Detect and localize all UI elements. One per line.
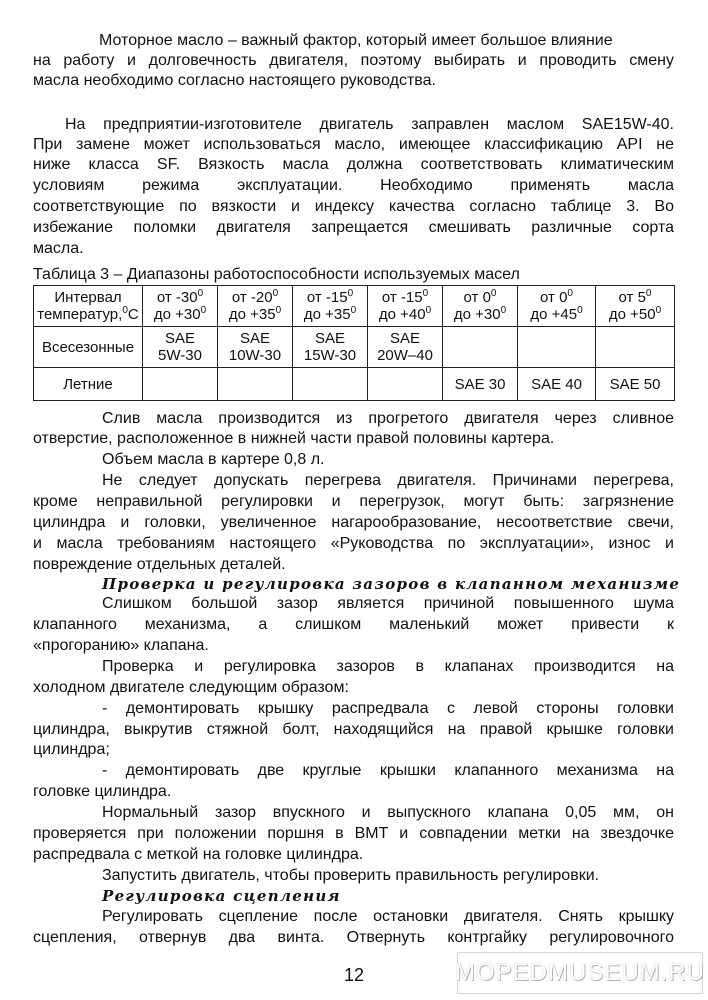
range-cell: от $0^0$ до $+45^0$ xyxy=(518,286,596,327)
table-row-all-season xyxy=(34,327,675,368)
paragraph-line: цилиндра и головки, увеличенное нагарообразование, несоответствие свечи, xyxy=(33,514,674,531)
section-heading: Регулировка сцепления xyxy=(102,887,341,905)
paragraph-line: соответствующие по вязкости и индексу качества согласно таблице 3. Во xyxy=(33,198,674,215)
paragraph-line: повреждение отдельных деталей. xyxy=(33,556,286,573)
paragraph-line: проверяется при положении поршня в ВМТ и совпадении метки на звездочке xyxy=(33,825,674,842)
range-cell: от $-20^0$ до $+35^0$ xyxy=(218,286,293,327)
paragraph-line: Моторное масло – важный фактор, который имеет большое влияние xyxy=(99,32,613,49)
paragraph-line: На предприятии-изготовителе двигатель заправлен маслом SAE15W-40. xyxy=(65,116,674,133)
paragraph-line: При замене может использоваться масло, имеющее классификацию API не xyxy=(33,136,674,153)
paragraph-line: Регулировать сцепление после остановки двигателя. Снять крышку xyxy=(102,908,674,925)
row-label: Всесезонные xyxy=(34,327,143,368)
oil-cell: SAE 20W–40 xyxy=(368,327,443,368)
paragraph-line: на работу и долговечность двигателя, поэтому выбирать и проводить смену xyxy=(33,52,674,69)
paragraph-line: избежание поломки двигателя запрещается смешивать различные сорта xyxy=(33,219,674,236)
paragraph-line: масла необходимо согласно настоящего руководства. xyxy=(33,72,436,89)
oil-cell xyxy=(596,327,675,368)
oil-cell xyxy=(293,368,368,401)
range-cell: от $-30^0$ до $+30^0$ xyxy=(143,286,218,327)
paragraph-line: Проверка и регулировка зазоров в клапанах производится на xyxy=(102,658,674,675)
page-number: 12 xyxy=(343,965,365,985)
paragraph-line: Запустить двигатель, чтобы проверить правильность регулировки. xyxy=(102,867,600,884)
range-cell: от $0^0$ до $+30^0$ xyxy=(443,286,518,327)
paragraph-line: распредвала с меткой на головке цилиндра. xyxy=(33,846,364,863)
paragraph-line: Не следует допускать перегрева двигателя. Причинами перегрева, xyxy=(102,472,674,489)
table-caption: Таблица 3 – Диапазоны работоспособности используемых масел xyxy=(33,266,520,283)
paragraph-line: и масла требованиям настоящего «Руководства по эксплуатации», износ и xyxy=(33,535,674,552)
oil-cell: SAE 5W-30 xyxy=(143,327,218,368)
oil-cell: SAE 10W-30 xyxy=(218,327,293,368)
paragraph-line: Нормальный зазор впускного и выпускного клапана 0,05 мм, он xyxy=(102,804,674,821)
paragraph-line: «прогоранию» клапана. xyxy=(33,637,209,654)
table-header-row xyxy=(34,286,675,327)
paragraph-line: Слишком большой зазор является причиной повышенного шума xyxy=(102,595,674,612)
temperature-range-label: Интервал температур,$^0$С xyxy=(34,286,143,327)
paragraph-line: цилиндра; xyxy=(33,741,110,758)
range-cell: от $-15^0$ до $+40^0$ xyxy=(368,286,443,327)
paragraph-line: холодном двигателе следующим образом: xyxy=(33,679,349,696)
paragraph-line: Слив масла производится из прогретого двигателя через сливное xyxy=(102,410,674,427)
paragraph-line: Объем масла в картере 0,8 л. xyxy=(102,451,325,468)
paragraph-line: масла. xyxy=(33,240,84,257)
oil-cell xyxy=(518,327,596,368)
oil-range-table xyxy=(33,285,675,401)
paragraph-line: головке цилиндра. xyxy=(33,783,172,800)
oil-cell xyxy=(143,368,218,401)
table-row-summer xyxy=(34,368,675,401)
paragraph-line: условиям режима эксплуатации. Необходимо применять масла xyxy=(33,177,674,194)
paragraph-line: кроме неправильной регулировки и перегрузок, могут быть: загрязнение xyxy=(33,493,674,510)
paragraph-line: сцепления, отвернув два винта. Отвернуть контргайку регулировочного xyxy=(33,929,674,946)
oil-cell: SAE 50 xyxy=(596,368,675,401)
paragraph-line: - демонтировать две круглые крышки клапанного механизма на xyxy=(102,762,674,779)
row-label: Летние xyxy=(34,368,143,401)
oil-cell xyxy=(368,368,443,401)
range-cell: от $5^0$ до $+50^0$ xyxy=(596,286,675,327)
oil-cell xyxy=(443,327,518,368)
paragraph-line: - демонтировать крышку распредвала с левой стороны головки xyxy=(102,700,674,717)
paragraph-line: цилиндра, выкрутив стяжной болт, находящийся на правой крышке головки xyxy=(33,721,674,738)
watermark-logo: MOPEDMUSEUM.RU xyxy=(457,952,703,994)
oil-cell xyxy=(218,368,293,401)
oil-cell: SAE 15W-30 xyxy=(293,327,368,368)
section-heading: Проверка и регулировка зазоров в клапанном механизме xyxy=(102,575,681,593)
range-cell: от $-15^0$ до $+35^0$ xyxy=(293,286,368,327)
paragraph-line: ниже класса SF. Вязкость масла должна соответствовать климатическим xyxy=(33,156,674,173)
oil-cell: SAE 30 xyxy=(443,368,518,401)
paragraph-line: клапанного механизма, а слишком маленький может привести к xyxy=(33,616,674,633)
oil-cell: SAE 40 xyxy=(518,368,596,401)
paragraph-line: отверстие, расположенное в нижней части правой половины картера. xyxy=(33,430,555,447)
